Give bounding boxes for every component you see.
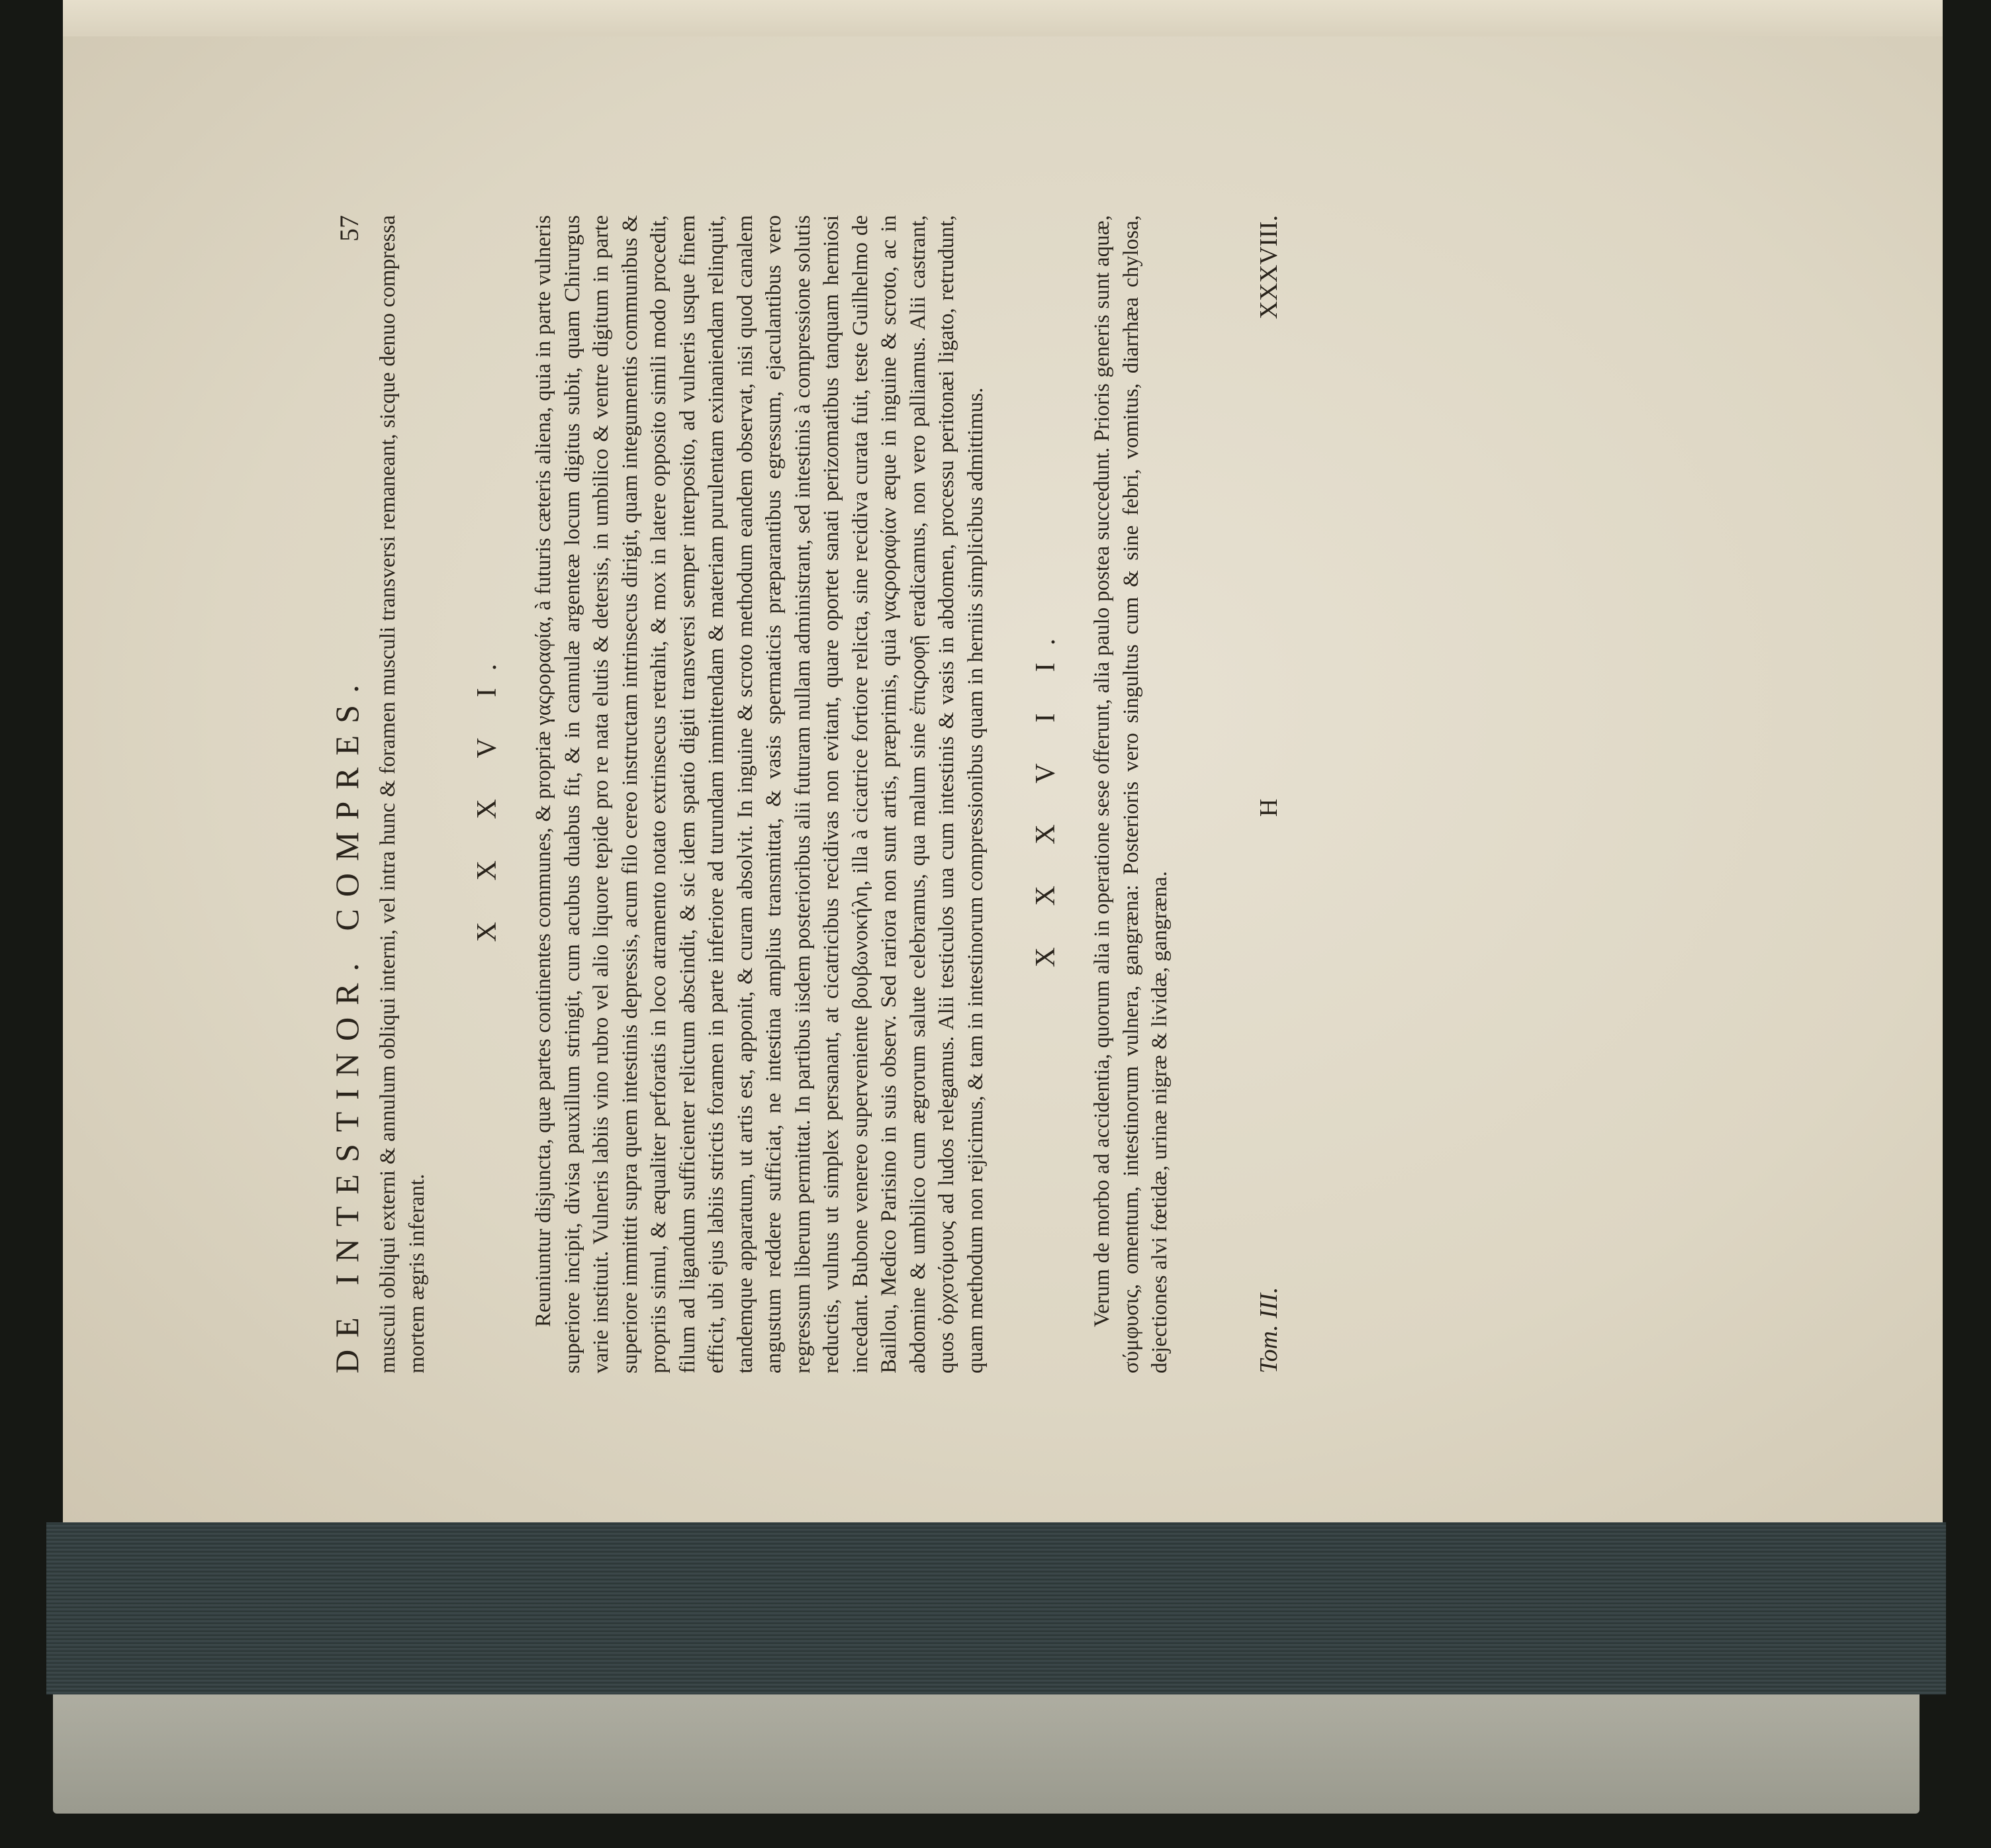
book-page bbox=[63, 36, 1943, 1522]
signature-mark: H bbox=[1254, 789, 1283, 817]
section-heading-37: X X X V I I. bbox=[1031, 621, 1061, 968]
running-head bbox=[328, 215, 374, 1373]
volume-mark: Tom. III. bbox=[1254, 1287, 1283, 1373]
section-heading-36: X X X V I. bbox=[472, 646, 502, 943]
page-number: 57 bbox=[334, 215, 364, 242]
page-edges bbox=[46, 1522, 1946, 1694]
page-footer bbox=[1254, 215, 1283, 1373]
catchword: XXXVIII. bbox=[1254, 215, 1283, 320]
previous-page-edge bbox=[63, 0, 1943, 40]
running-head-title: DE INTESTINOR. COMPRES. bbox=[328, 672, 365, 1373]
page-text-block bbox=[328, 215, 1883, 1373]
section-37-paragraph: Verum de morbo ad accidentia, quorum alia in operatione sese offerunt, alia paulo postea succedunt. Prioris generis sunt aquæ, σύμφυσις, omentum, intestinorum vulnera, gangræna: Posterioris vero singultus cum & sine febri, vomitus, diarrhæa chylosa, dejectiones alvi fœtidæ, urinæ nigræ & lividæ, gangræna. bbox=[1090, 215, 1172, 1373]
section-36-paragraph: Reuniuntur disjuncta, quæ partes continentes communes, & propriæ γαςροραφία, à futuris cæteris aliena, quia in parte vulneris superiore incipit, divisa pauxillum stringit, cum acubus duabus fit, & in cannulæ argenteæ locum digitus subit, quam Chirurgus varie instituit. Vulneris labiis vino rubro vel alio liquore tepide pro re nata elutis & detersis, in umbilico & ventre digitum in parte superiore immittit supra quem intestinis depressis, acum filo cereo instructam intrinsecus dirigit, quam integumentis communibus & propriis simul, & æqualiter perforatis in loco atramento notato extrinsecus retrahit, & mox in latere opposito simili modo procedit, filum ad ligandum sufficienter relictum abscindit, & sic idem spatio digiti transversi semper interposito, ad vulneris usque finem efficit, ubi ejus labiis strictis foramen in parte inferiore ad turundam immittendam & materiam purulentam exinaniendam relinquit, tandemque apparatum, ut artis est, apponit, & curam absolvit. In inguine & scroto methodum eandem observat, nisi quod canalem angustum reddere sufficiat, ne intestina amplius transmittat, & vasis spermaticis præparantibus egressum, ejaculantibus vero regressum liberum permittat. In partibus iisdem posterioribus alii futuram nullam administrant, sed intestinis à compressione solutis reductis, vulnus ut simplex persanant, at cicatricibus recidivas non evitant, quare oportet sanati perizomatibus tanquam herniosi incedant. Bubone venereo superveniente βουβωνοκήλη, illa à cicatrice fortiore relicta, sine recidiva curata fuit, teste Guilhelmo de Baillou, Medico Parisino in suis observ. Sed rariora non sunt artis, præprimis, quia γαςροραφίαν æque in inguine & scroto, ac in abdomine & umbilico cum ægrorum salute celebramus, qua malum sine ἐπιςροφῇ eradicamus, non vero palliamus. Alii castrant, quos ὀρχοτόμους ad ludos relegamus. Alii testiculos una cum intestinis & vasis in abdomen, processu peritonæi ligato, retrudunt, quam methodum non rejicimus, & tam in intestinorum compressionibus quam in herniis simplicibus admittimus. bbox=[532, 215, 988, 1373]
intro-paragraph: musculi obliqui externi & annulum obliqui interni, vel intra hunc & foramen musculi transversi remaneant, sicque denuo compressa mortem ægris inferant. bbox=[376, 215, 429, 1373]
